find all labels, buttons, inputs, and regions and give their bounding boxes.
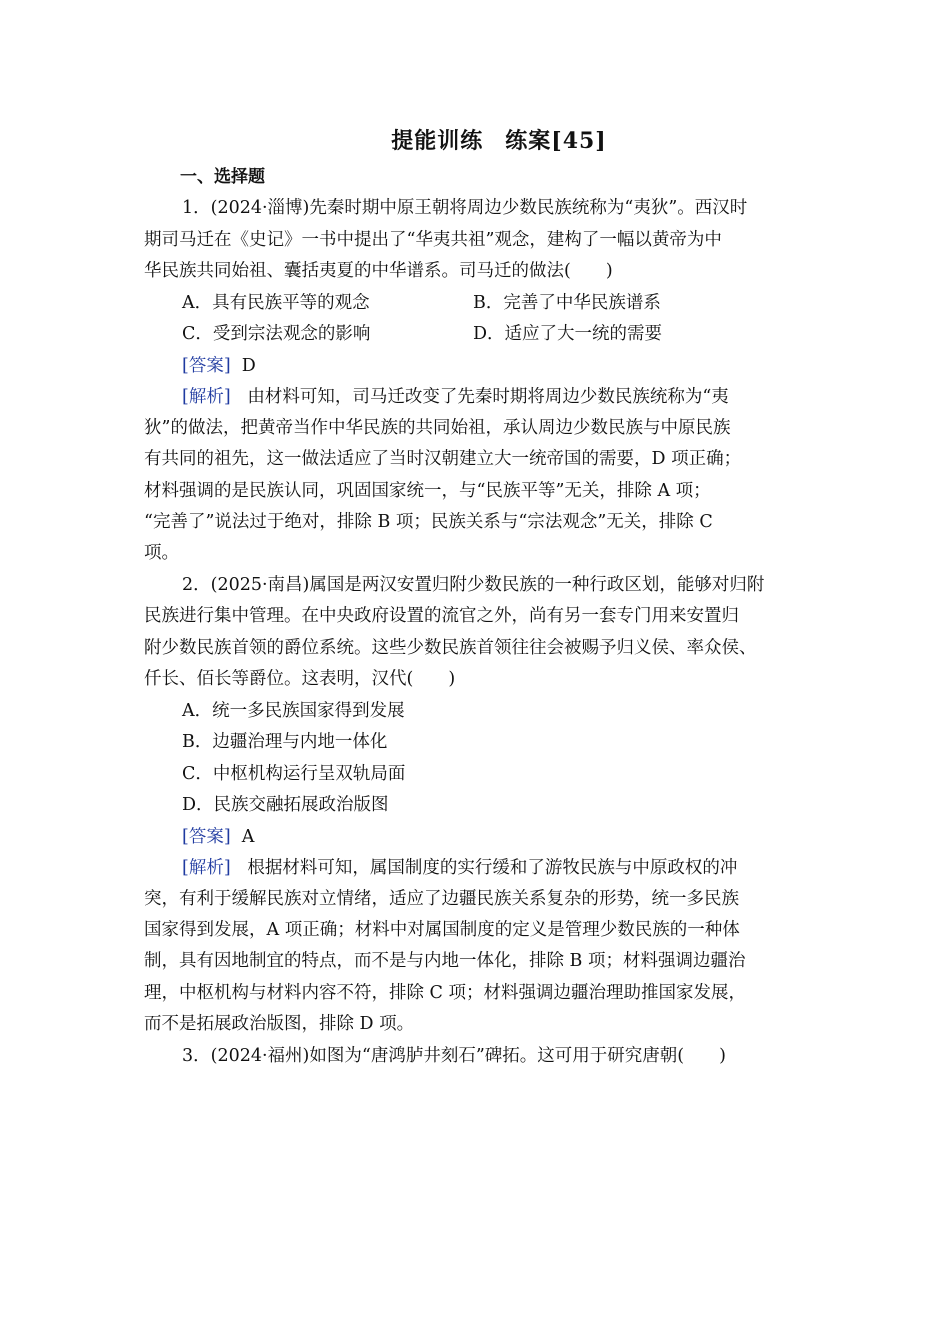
q1-stem-line-3: 华民族共同始祖、囊括夷夏的中华谱系。司马迁的做法( ) [144,261,613,281]
answer-tag: [答案] [182,356,231,376]
q2-stem-line-1: 2．(2025·南昌)属国是两汉安置归附少数民族的一种行政区划，能够对归附 [182,575,765,595]
answer-tag: [答案] [182,827,231,847]
q1-analysis-line-4: 材料强调的是民族认同，巩固国家统一，与“民族平等”无关，排除 A 项； [144,481,711,501]
q2-answer [182,825,862,849]
q2-option-a: A．统一多民族国家得到发展 [182,701,405,721]
q2-option-b: B．边疆治理与内地一体化 [182,732,388,752]
analysis-tag: [解析] [182,387,231,407]
q1-option-d: D．适应了大一统的需要 [473,324,663,344]
q1-option-a: A．具有民族平等的观念 [182,293,370,313]
title-left: 提能训练 [391,128,484,154]
title-right: 练案[45] [505,128,607,154]
page-title [0,124,950,155]
q1-stem-line-2: 期司马迁在《史记》一书中提出了“华夷共祖”观念，建构了一幅以黄帝为中 [144,230,722,250]
q1-analysis-line-2: 狄”的做法，把黄帝当作中华民族的共同始祖，承认周边少数民族与中原民族 [144,418,731,438]
q2-stem-line-3: 附少数民族首领的爵位系统。这些少数民族首领往往会被赐予归义侯、率众侯、 [144,638,757,658]
q1-option-c: C．受到宗法观念的影响 [182,324,371,344]
q3-stem-line-1: 3．(2024·福州)如图为“唐鸿胪井刻石”碑拓。这可用于研究唐朝( ) [182,1046,726,1066]
q2-option-c: C．中枢机构运行呈双轨局面 [182,764,406,784]
q1-analysis-line-6: 项。 [144,543,179,563]
q2-option-d: D．民族交融拓展政治版图 [182,795,389,815]
q2-analysis-line-5: 理，中枢机构与材料内容不符，排除 C 项；材料强调边疆治理助推国家发展， [144,983,747,1003]
q1-analysis-line-3: 有共同的祖先，这一做法适应了当时汉朝建立大一统帝国的需要，D 项正确； [144,449,742,469]
q1-option-b: B．完善了中华民族谱系 [473,293,661,313]
q2-analysis-line-3: 国家得到发展，A 项正确；材料中对属国制度的定义是管理少数民族的一种体 [144,920,740,940]
q1-analysis-line-5: “完善了”说法过于绝对，排除 B 项；民族关系与“宗法观念”无关，排除 C [144,512,713,532]
q2-analysis-line-2: 突，有利于缓解民族对立情绪，适应了边疆民族关系复杂的形势，统一多民族 [144,889,739,909]
answer-value: A [241,827,255,847]
q2-stem-line-4: 仟长、佰长等爵位。这表明，汉代( ) [144,669,456,689]
section-heading: 一、选择题 [180,167,265,187]
q1-analysis-line-1: [解析] 由材料可知，司马迁改变了先秦时期将周边少数民族统称为“夷 [182,387,729,407]
answer-value: D [241,356,256,376]
q2-analysis-line-6: 而不是拓展政治版图，排除 D 项。 [144,1014,415,1034]
q2-stem-line-2: 民族进行集中管理。在中央政府设置的流官之外，尚有另一套专门用来安置归 [144,606,739,626]
q1-answer [182,354,862,378]
analysis-tag: [解析] [182,858,231,878]
q1-stem-line-1: 1．(2024·淄博)先秦时期中原王朝将周边少数民族统称为“夷狄”。西汉时 [182,198,748,218]
q2-analysis-line-4: 制，具有因地制宜的特点，而不是与内地一体化，排除 B 项；材料强调边疆治 [144,951,746,971]
q2-analysis-line-1: [解析] 根据材料可知，属国制度的实行缓和了游牧民族与中原政权的冲 [182,858,738,878]
